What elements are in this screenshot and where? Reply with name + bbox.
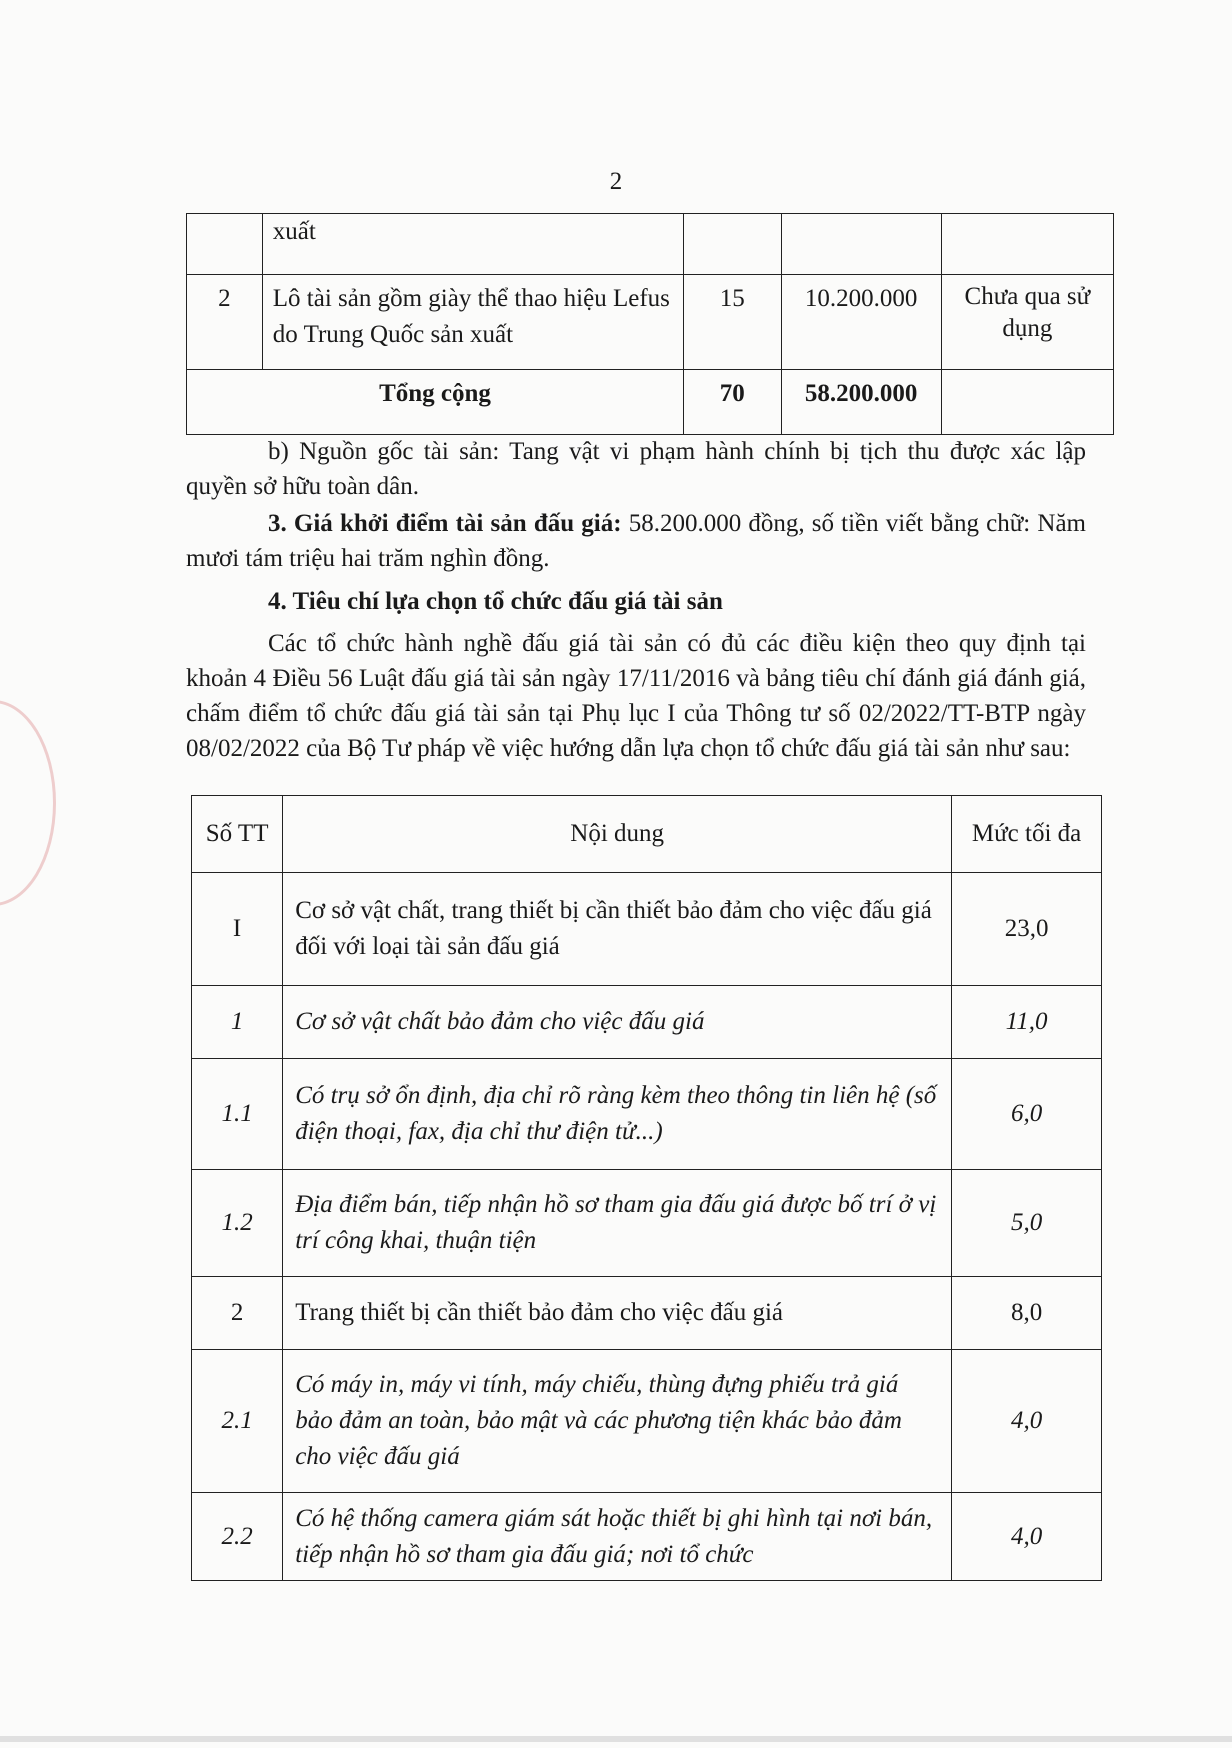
total-note (941, 370, 1113, 435)
section-3-text: 58.200.000 đồng, số tiền viết bằng chữ: Năm mươi tám triệu hai trăm nghìn đồng. (186, 510, 1086, 572)
section-3-paragraph (186, 506, 1086, 576)
cell-content: Trang thiết bị cần thiết bảo đảm cho việc đấu giá (283, 1277, 952, 1350)
cell-stt: 2 (187, 275, 263, 370)
cell-name: xuất (262, 214, 683, 275)
cell-stt: 1.2 (192, 1170, 283, 1277)
table-header-row (192, 796, 1102, 873)
criteria-table (191, 795, 1102, 1581)
cell-note: Chưa qua sử dụng (941, 275, 1113, 370)
table-row (192, 1277, 1102, 1350)
section-3-heading: 3. Giá khởi điểm tài sản đấu giá: (268, 510, 622, 537)
cell-content: Cơ sở vật chất, trang thiết bị cần thiết bảo đảm cho việc đấu giá đối với loại tài sản đấu giá (283, 873, 952, 986)
total-label: Tổng cộng (187, 370, 684, 435)
table-row (192, 873, 1102, 986)
cell-price: 10.200.000 (781, 275, 941, 370)
red-stamp-fragment (0, 700, 56, 906)
cell-max: 6,0 (952, 1059, 1102, 1170)
cell-qty (684, 214, 782, 275)
cell-max: 4,0 (952, 1493, 1102, 1581)
total-qty: 70 (684, 370, 782, 435)
cell-content: Địa điểm bán, tiếp nhận hồ sơ tham gia đấu giá được bố trí ở vị trí công khai, thuận tiện (283, 1170, 952, 1277)
table-row (192, 1059, 1102, 1170)
cell-stt: 1 (192, 986, 283, 1059)
cell-stt: 1.1 (192, 1059, 283, 1170)
section-4-heading: 4. Tiêu chí lựa chọn tổ chức đấu giá tài sản (268, 588, 723, 615)
table-row (187, 275, 1114, 370)
table-row (192, 1493, 1102, 1581)
cell-max: 4,0 (952, 1350, 1102, 1493)
total-price: 58.200.000 (781, 370, 941, 435)
section-4-intro: Các tổ chức hành nghề đấu giá tài sản có đủ các điều kiện theo quy định tại khoản 4 Điều 56 Luật đấu giá tài sản ngày 17/11/2016 và bảng tiêu chí đánh giá đánh giá, chấm điểm tổ chức đấu giá tài sản tại Phụ lục I của Thông tư số 02/2022/TT-BTP ngày 08/02/2022 của Bộ Tư pháp về việc hướng dẫn lựa chọn tổ chức đấu giá tài sản như sau: (186, 630, 1086, 762)
cell-note (941, 214, 1113, 275)
cell-stt: 2 (192, 1277, 283, 1350)
table-row (192, 986, 1102, 1059)
table-row (187, 214, 1114, 275)
cell-stt: I (192, 873, 283, 986)
cell-stt: 2.2 (192, 1493, 283, 1581)
asset-table (186, 213, 1114, 435)
header-stt: Số TT (192, 796, 283, 873)
cell-content: Cơ sở vật chất bảo đảm cho việc đấu giá (283, 986, 952, 1059)
cell-content: Có trụ sở ổn định, địa chỉ rõ ràng kèm theo thông tin liên hệ (số điện thoại, fax, địa chỉ thư điện tử...) (283, 1059, 952, 1170)
total-row (187, 370, 1114, 435)
page-number: 2 (609, 168, 623, 195)
table-row (192, 1170, 1102, 1277)
scan-edge (0, 1736, 1232, 1742)
cell-qty: 15 (684, 275, 782, 370)
cell-max: 5,0 (952, 1170, 1102, 1277)
cell-price (781, 214, 941, 275)
table-row (192, 1350, 1102, 1493)
cell-stt (187, 214, 263, 275)
cell-max: 8,0 (952, 1277, 1102, 1350)
cell-stt: 2.1 (192, 1350, 283, 1493)
cell-max: 11,0 (952, 986, 1102, 1059)
cell-content: Có hệ thống camera giám sát hoặc thiết bị ghi hình tại nơi bán, tiếp nhận hồ sơ tham gia đấu giá; nơi tổ chức (283, 1493, 952, 1581)
section-b-paragraph: b) Nguồn gốc tài sản: Tang vật vi phạm hành chính bị tịch thu được xác lập quyền sở hữu toàn dân. (186, 438, 1086, 500)
header-content: Nội dung (283, 796, 952, 873)
cell-max: 23,0 (952, 873, 1102, 986)
cell-name: Lô tài sản gồm giày thể thao hiệu Lefus do Trung Quốc sản xuất (262, 275, 683, 370)
header-max: Mức tối đa (952, 796, 1102, 873)
cell-content: Có máy in, máy vi tính, máy chiếu, thùng đựng phiếu trả giá bảo đảm an toàn, bảo mật và các phương tiện khác bảo đảm cho việc đấu giá (283, 1350, 952, 1493)
